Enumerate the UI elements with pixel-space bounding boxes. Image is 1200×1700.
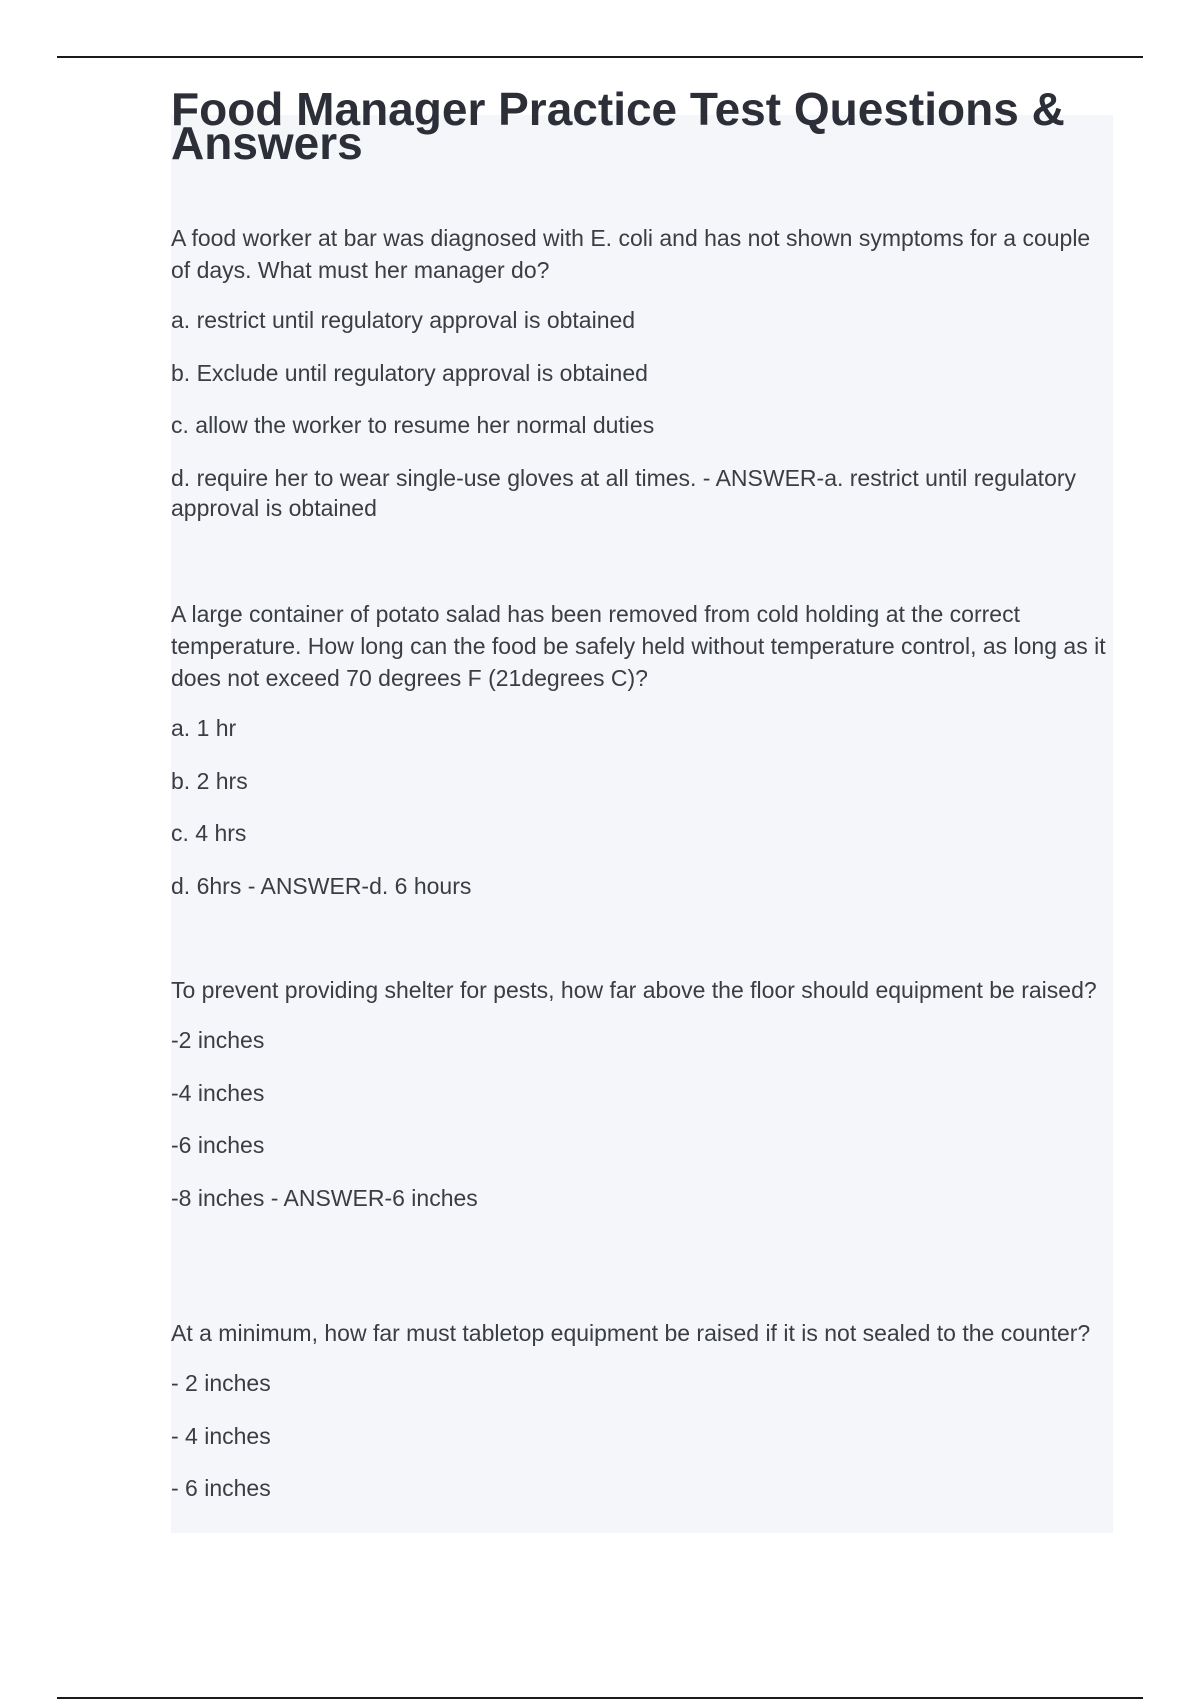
answer-option: - 4 inches [171,1422,271,1449]
answer-option: -8 inches - ANSWER-6 inches [171,1184,478,1211]
answer-option: a. 1 hr [171,715,237,741]
answer-option: -2 inches [171,1027,265,1053]
question-block-4 [171,1317,1111,1526]
question-block-1 [171,222,1111,545]
question-text: At a minimum, how far must tabletop equipment be raised if it is not sealed to the counter? [171,1320,1091,1346]
answer-option: - 6 inches [171,1475,271,1501]
answer-option: - 2 inches [171,1370,271,1396]
answer-option: a. restrict until regulatory approval is obtained [171,307,636,333]
question-block-3 [171,974,1111,1235]
question-block-2 [171,598,1111,923]
bottom-rule [57,1697,1143,1699]
question-text: A large container of potato salad has been removed from cold holding at the correct temperature. How long can the food be safely held without temperature control, as long as it does not exceed 70 degrees F (21degrees C)? [171,601,1106,691]
answer-option: c. 4 hrs [171,820,247,846]
answer-option: -6 inches [171,1132,265,1158]
answer-option: b. 2 hrs [171,767,248,794]
answer-option: d. 6hrs - ANSWER-d. 6 hours [171,872,472,899]
question-text: A food worker at bar was diagnosed with E. coli and has not shown symptoms for a couple of days. What must her manager do? [171,225,1091,283]
answer-option: -4 inches [171,1079,265,1106]
top-rule [57,56,1143,58]
page-title: Food Manager Practice Test Questions & Answers [171,83,1065,169]
answer-option: c. allow the worker to resume her normal duties [171,412,655,438]
question-text: To prevent providing shelter for pests, how far above the floor should equipment be raised? [171,977,1097,1003]
answer-option: b. Exclude until regulatory approval is obtained [171,359,648,386]
answer-option: d. require her to wear single-use gloves at all times. - ANSWER-a. restrict until regulatory approval is obtained [171,464,1077,521]
